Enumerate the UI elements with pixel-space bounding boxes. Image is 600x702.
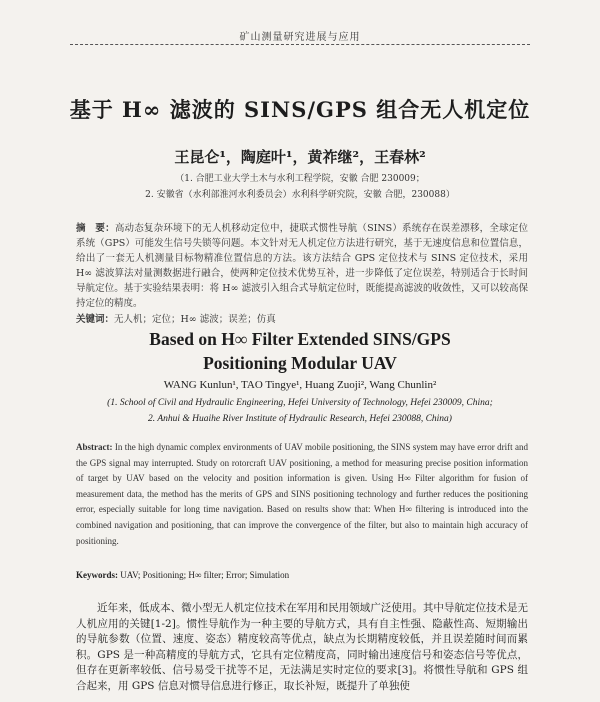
header-rule xyxy=(70,44,530,45)
keywords-cn-text: 无人机；定位；H∞ 滤波；误差；仿真 xyxy=(114,314,276,325)
authors-english: WANG Kunlun¹, TAO Tingye¹, Huang Zuoji², Wang Chunlin² xyxy=(163,379,437,391)
title-english-line-1: Based on H∞ Filter Extended SINS/GPS xyxy=(149,329,451,349)
abstract-english xyxy=(76,440,528,549)
body-intro-paragraph: 近年来，低成本、微小型无人机定位技术在军用和民用领域广泛使用。其中导航定位技术是无人机应用的关键[1-2]。惯性导航作为一种主要的导航方式，具有自主性强、隐蔽性高、短期输出的导航参数（位置、速度、姿态）精度较高等优点，缺点为长期精度较低，并且误差随时间而累积。GPS 是一种高精度的导航方式，它具有定位精度高，同时输出速度信号和姿态信号等优点，但存在更新率较低、信号易受干扰等不足，无法满足实时定位的要求[3]。将惯性导航和 GPS 组合起来，用 GPS 信息对惯导信息进行修正，取长补短，既提升了单独使 xyxy=(76,602,528,692)
keywords-en-text: UAV; Positioning; H∞ filter; Error; Simulation xyxy=(120,570,290,580)
keywords-en-label: Keywords: xyxy=(76,570,118,580)
affiliation-cn-2: 2. 安徽省（水利部淮河水利委员会）水利科学研究院，安徽 合肥，230088） xyxy=(145,190,455,200)
keywords-chinese xyxy=(76,311,528,325)
running-header: 矿山测量研究进展与应用 xyxy=(239,32,361,43)
keywords-english xyxy=(76,570,528,580)
title-chinese: 基于 H∞ 滤波的 SINS/GPS 组合无人机定位 xyxy=(69,97,531,122)
abstract-en-label: Abstract: xyxy=(76,442,113,452)
keywords-cn-label: 关键词： xyxy=(76,314,115,325)
title-english-line-2: Positioning Modular UAV xyxy=(203,353,397,373)
affiliation-cn-1: （1. 合肥工业大学土木与水利工程学院，安徽 合肥 230009； xyxy=(175,174,425,184)
abstract-en-text: In the high dynamic complex environments of UAV mobile positioning, the SINS system may have error drift and the GPS signal may interrupted. Study on rotorcraft UAV positioning, a method for measuring precise position information of target by UAV based on the velocity and position information is given. Using H∞ Filter algorithm for fusion of measurement data, the method has the merits of GPS and SINS positioning technology and further reduces the positioning error, especially suitable for long time navigation. Based on results show that: When H∞ filtering is introduced into the combined navigation and positioning, that can improve the convergence of the filter, but also to maintain high accuracy of positioning. xyxy=(76,442,528,546)
affiliation-en-2: 2. Anhui & Huaihe River Institute of Hydraulic Research, Hefei 230088, China) xyxy=(148,414,452,424)
affiliation-en-1: (1. School of Civil and Hydraulic Engineering, Hefei University of Technology, Hefei 230009, China; xyxy=(107,398,493,408)
abstract-chinese xyxy=(76,221,528,311)
abstract-cn-label: 摘 要： xyxy=(76,223,115,234)
authors-chinese: 王昆仑¹，陶庭叶¹，黄祚继²，王春林² xyxy=(174,148,426,166)
abstract-cn-text: 高动态复杂环境下的无人机移动定位中，捷联式惯性导航（SINS）系统存在误差漂移，全球定位系统（GPS）可能发生信号失锁等问题。本文针对无人机定位方法进行研究，基于无速度信息和位置信息，给出了一套无人机测量目标物精准位置信息的方法。该方法结合 GPS 定位技术与 SINS 定位技术，采用 H∞ 滤波算法对量测数据进行融合，使两种定位技术优势互补，进一步降低了定位误差，特别适合于长时间导航定位。基于实验结果表明：将 H∞ 滤波引入组合式导航定位时，既能提高滤波的收敛性，又可以较高保持定位的精度。 xyxy=(76,223,528,309)
